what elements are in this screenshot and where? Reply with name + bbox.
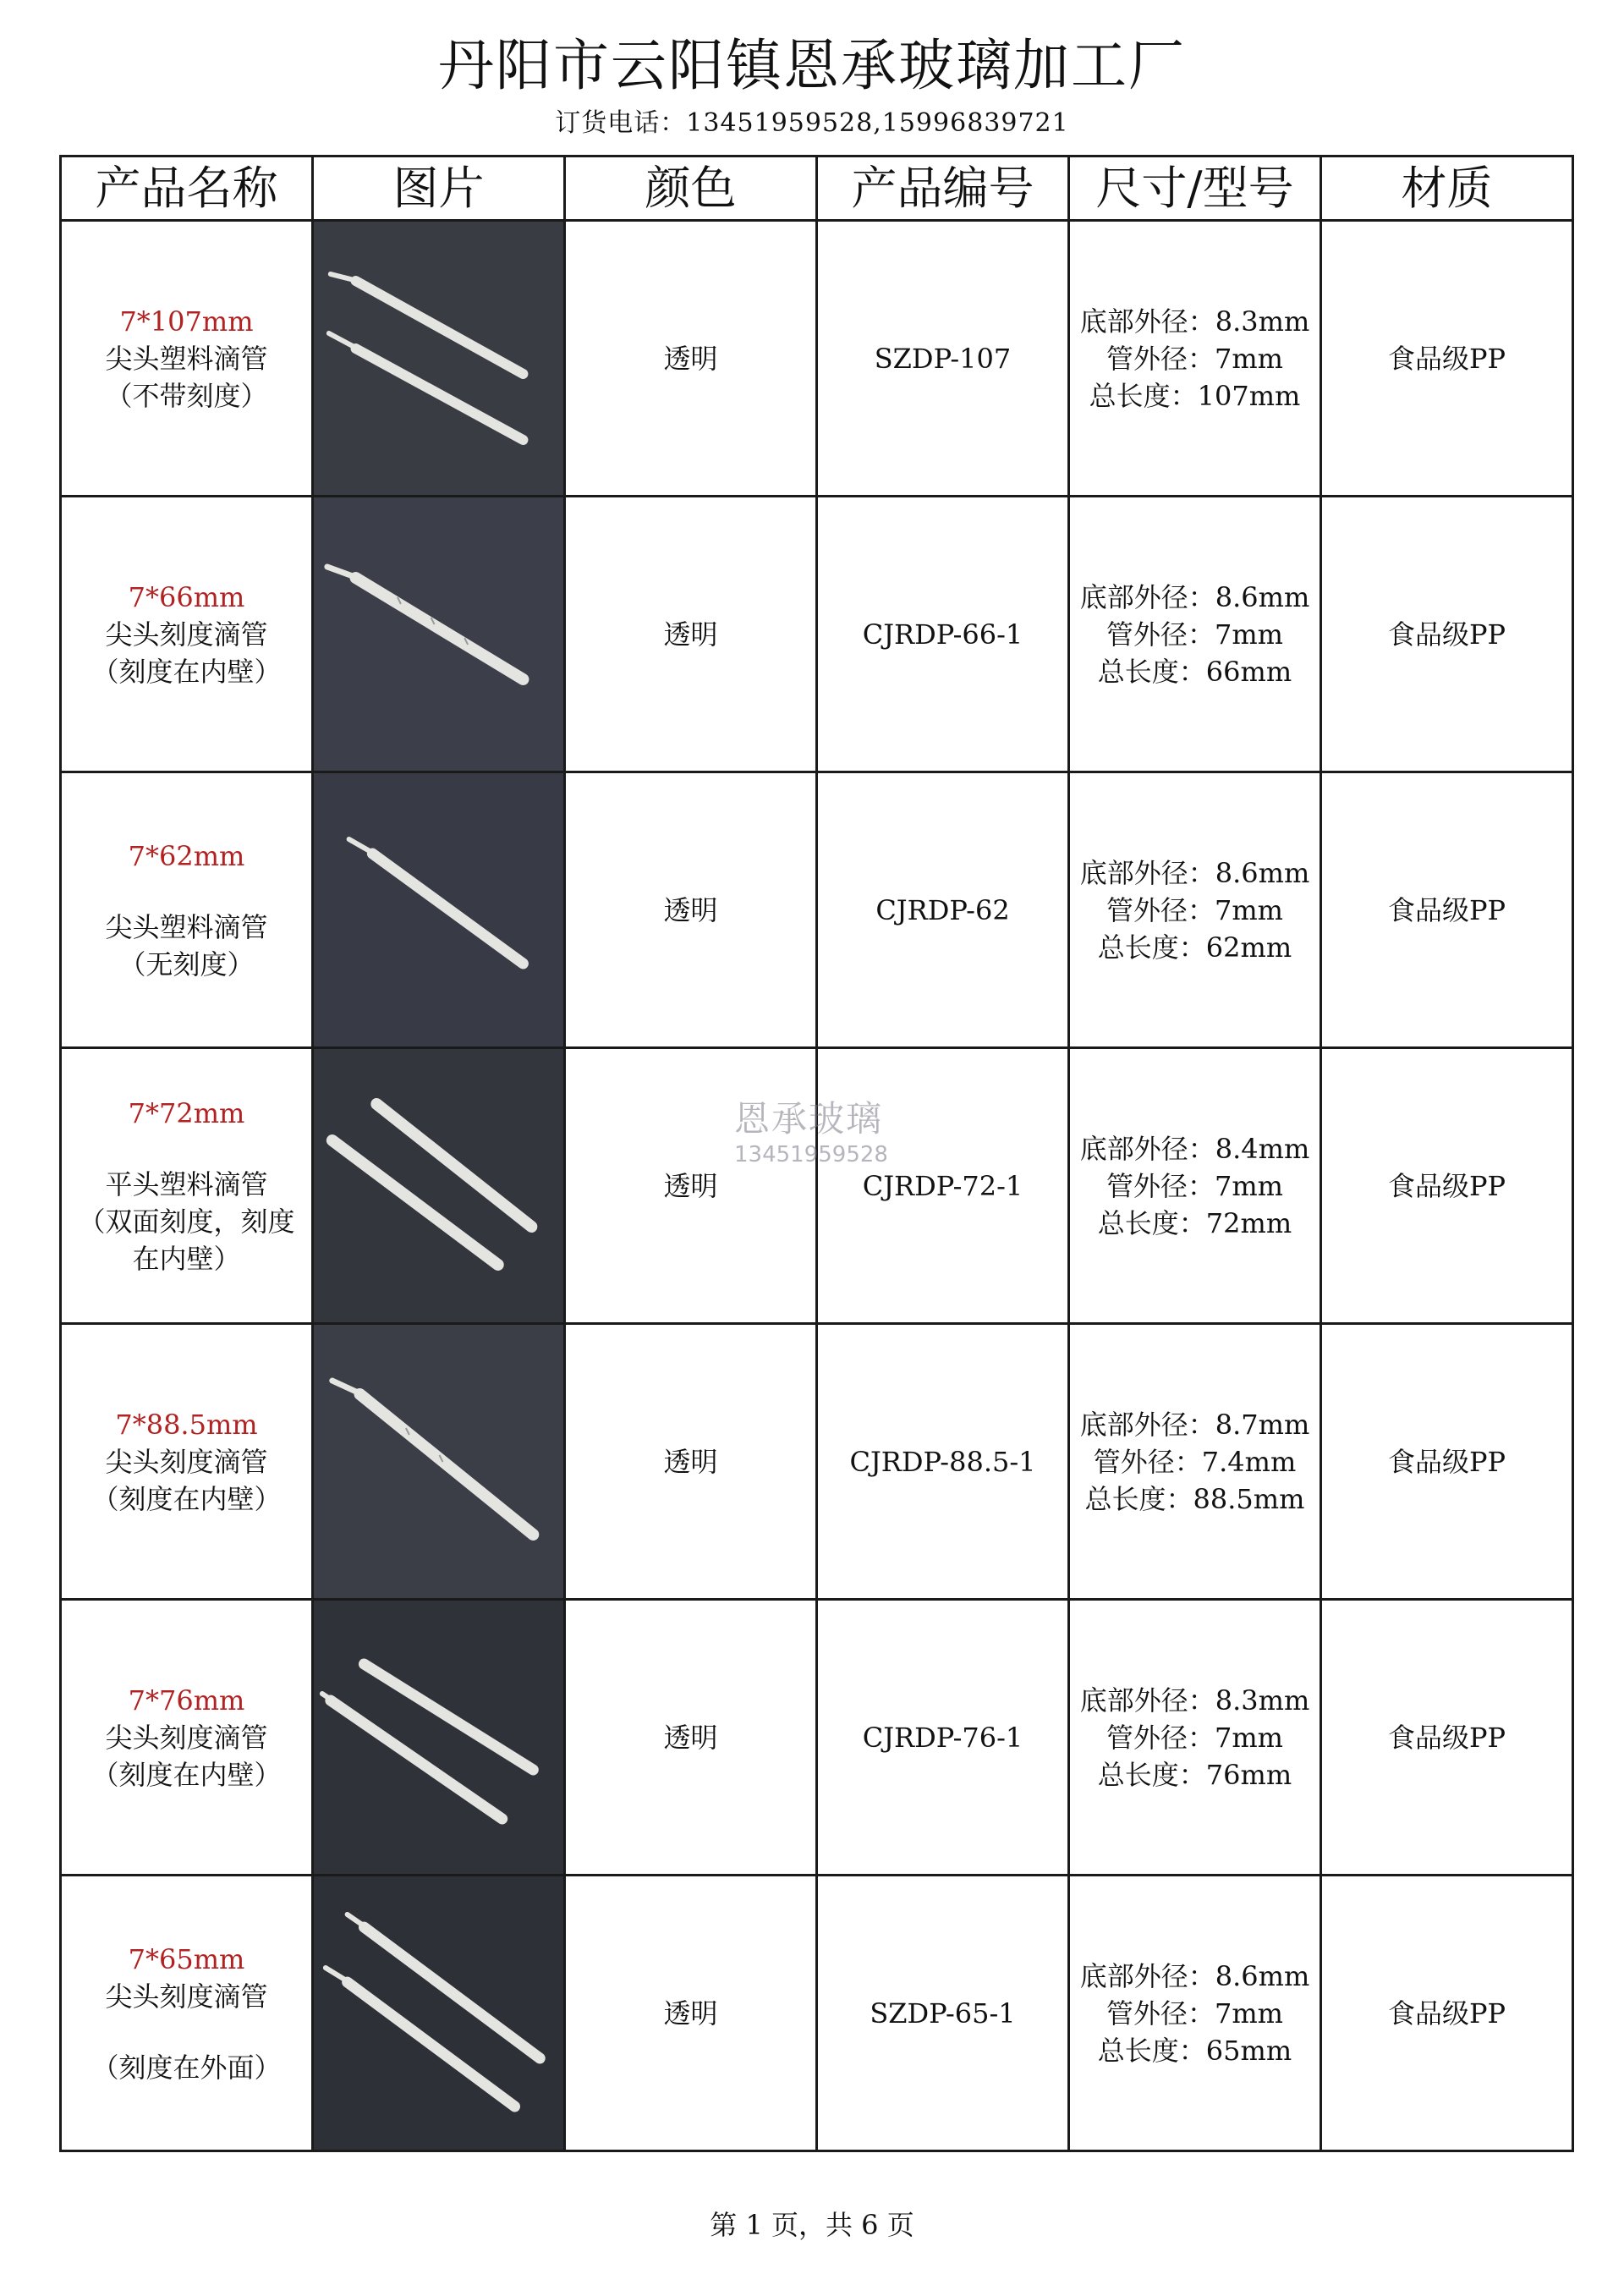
spec-bottom-diameter: 底部外径：8.3mm [1079,1684,1310,1717]
product-spec [1069,221,1321,497]
col-header-size: 尺寸/型号 [1069,157,1321,221]
product-spec [1069,772,1321,1048]
product-name: 尖头塑料滴管 [105,342,268,375]
product-code: CJRDP-62 [817,772,1069,1048]
product-material: 食品级PP [1321,1048,1573,1324]
spec-tube-diameter: 管外径：7mm [1106,893,1284,926]
table-row [61,1048,1573,1324]
product-color: 透明 [565,221,817,497]
product-code: CJRDP-72-1 [817,1048,1069,1324]
product-photo [313,1324,565,1600]
product-code: SZDP-65-1 [817,1876,1069,2151]
spec-total-length: 总长度：62mm [1097,931,1292,964]
spec-tube-diameter: 管外径：7mm [1106,1169,1284,1202]
product-name: 尖头塑料滴管 [105,910,268,943]
spec-bottom-diameter: 底部外径：8.3mm [1079,305,1310,338]
spec-tube-diameter: 管外径：7mm [1106,1721,1284,1754]
pipette-photo [314,773,563,1046]
product-spec [1069,1876,1321,2151]
spec-total-length: 总长度：88.5mm [1084,1482,1305,1515]
spec-total-length: 总长度：107mm [1089,379,1301,412]
product-note: （刻度在内壁） [91,1758,282,1791]
spec-tube-diameter: 管外径：7mm [1106,618,1284,651]
product-material: 食品级PP [1321,497,1573,772]
table-row [61,772,1573,1048]
product-material: 食品级PP [1321,772,1573,1048]
product-color: 透明 [565,772,817,1048]
spec-bottom-diameter: 底部外径：8.7mm [1079,1408,1310,1441]
product-photo [313,1048,565,1324]
product-photo [313,221,565,497]
name-spacer [62,1132,311,1166]
product-name: 尖头刻度滴管 [105,1980,268,2013]
product-size: 7*76mm [128,1684,245,1717]
product-size: 7*65mm [128,1942,245,1975]
table-row [61,1324,1573,1600]
col-header-name: 产品名称 [61,157,313,221]
col-header-code: 产品编号 [817,157,1069,221]
name-spacer [62,2015,311,2049]
product-note: （刻度在内壁） [91,1482,282,1515]
pipette-photo [314,497,563,771]
product-name-cell [61,497,313,772]
product-color: 透明 [565,497,817,772]
product-code: CJRDP-76-1 [817,1600,1069,1876]
product-note-cont: 在内壁） [132,1242,241,1275]
product-spec [1069,1600,1321,1876]
product-photo [313,1876,565,2151]
col-header-material: 材质 [1321,157,1573,221]
product-spec [1069,497,1321,772]
product-color: 透明 [565,1600,817,1876]
product-name: 尖头刻度滴管 [105,1445,268,1478]
spec-tube-diameter: 管外径：7.4mm [1093,1445,1297,1478]
spec-total-length: 总长度：76mm [1097,1758,1292,1791]
table-header-row [61,157,1573,221]
spec-tube-diameter: 管外径：7mm [1106,1997,1284,2030]
col-header-color: 颜色 [565,157,817,221]
product-material: 食品级PP [1321,1600,1573,1876]
table-row [61,1876,1573,2151]
pipette-photo [314,222,563,495]
pipette-photo [314,1049,563,1322]
watermark-company: 恩承玻璃 [734,1098,884,1140]
name-spacer [62,875,311,909]
col-header-image: 图片 [313,157,565,221]
spec-total-length: 总长度：72mm [1097,1206,1292,1239]
product-note: （刻度在外面） [91,2051,282,2084]
product-name-cell [61,772,313,1048]
product-note: （不带刻度） [105,379,268,412]
spec-total-length: 总长度：65mm [1097,2034,1292,2067]
product-photo [313,1600,565,1876]
product-size: 7*72mm [128,1096,245,1129]
product-name-cell [61,1048,313,1324]
spec-bottom-diameter: 底部外径：8.6mm [1079,856,1310,889]
watermark-phone: 13451959528 [734,1142,888,1167]
product-name-cell [61,221,313,497]
watermark [734,1098,888,1169]
product-material: 食品级PP [1321,1324,1573,1600]
pipette-photo [314,1601,563,1874]
product-photo [313,497,565,772]
order-phone: 订货电话：13451959528,15996839721 [555,108,1069,138]
product-spec [1069,1048,1321,1324]
product-size: 7*66mm [128,580,245,613]
spec-bottom-diameter: 底部外径：8.6mm [1079,580,1310,613]
product-name: 尖头刻度滴管 [105,1721,268,1754]
spec-bottom-diameter: 底部外径：8.4mm [1079,1132,1310,1165]
spec-tube-diameter: 管外径：7mm [1106,342,1284,375]
product-note: （双面刻度，刻度 [78,1205,295,1238]
spec-bottom-diameter: 底部外径：8.6mm [1079,1959,1310,1992]
product-code: CJRDP-66-1 [817,497,1069,772]
product-code: CJRDP-88.5-1 [817,1324,1069,1600]
product-size: 7*62mm [128,839,245,872]
product-code: SZDP-107 [817,221,1069,497]
product-note: （刻度在内壁） [91,655,282,688]
table-row [61,1600,1573,1876]
product-color: 透明 [565,1048,817,1324]
product-color: 透明 [565,1324,817,1600]
product-name-cell [61,1876,313,2151]
product-material: 食品级PP [1321,221,1573,497]
product-name: 平头塑料滴管 [105,1167,268,1200]
product-spec [1069,1324,1321,1600]
page-title: 丹阳市云阳镇恩承玻璃加工厂 [438,33,1186,98]
product-photo [313,772,565,1048]
product-name-cell [61,1600,313,1876]
pipette-photo [314,1876,563,2150]
pipette-photo [314,1325,563,1598]
page-number: 第 1 页，共 6 页 [710,2209,914,2241]
product-size: 7*107mm [119,305,254,338]
product-name: 尖头刻度滴管 [105,618,268,651]
product-note: （无刻度） [118,948,255,980]
table-row [61,221,1573,497]
product-name-cell [61,1324,313,1600]
product-size: 7*88.5mm [115,1408,258,1441]
product-color: 透明 [565,1876,817,2151]
spec-total-length: 总长度：66mm [1097,655,1292,688]
product-material: 食品级PP [1321,1876,1573,2151]
table-row [61,497,1573,772]
